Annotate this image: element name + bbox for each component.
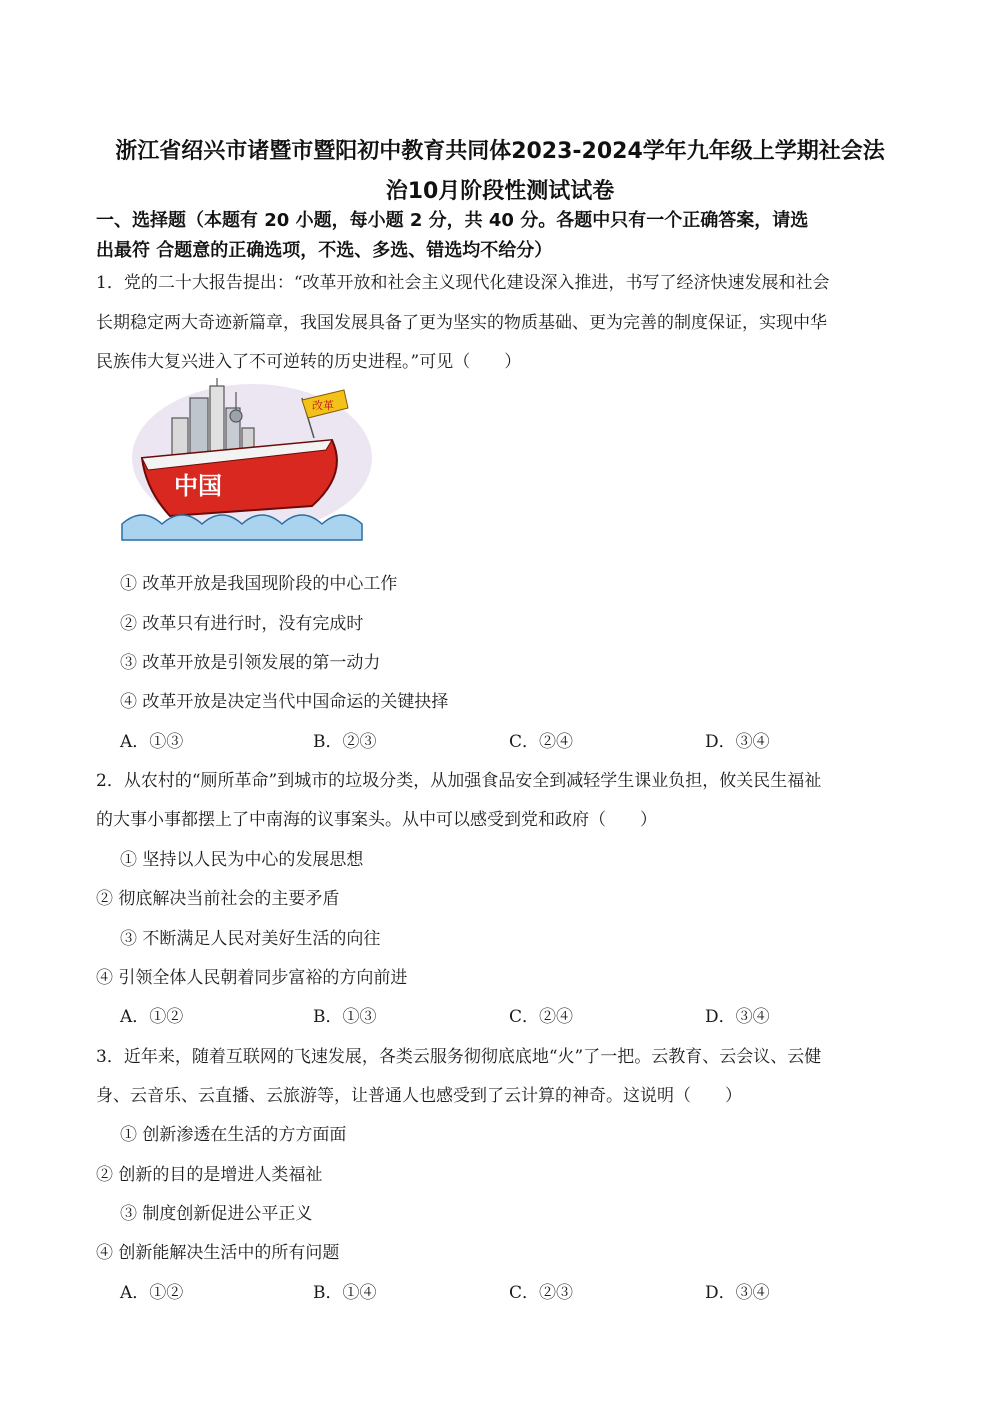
q1-stem-line3: 民族伟大复兴进入了不可逆转的历史进程。”可见（ ） bbox=[96, 352, 522, 372]
section-heading-line2: 出最符 合题意的正确选项，不选、多选、错选均不给分） bbox=[96, 240, 553, 261]
q3-option-4: ④ 创新能解决生活中的所有问题 bbox=[96, 1243, 340, 1263]
q1-choice-a: A．①③ bbox=[120, 732, 184, 752]
q3-option-2: ② 创新的目的是增进人类福祉 bbox=[96, 1165, 323, 1185]
q3-choice-d: D．③④ bbox=[705, 1283, 770, 1303]
q2-option-1: ① 坚持以人民为中心的发展思想 bbox=[120, 850, 364, 870]
q3-stem-line1: 3．近年来，随着互联网的飞速发展，各类云服务彻彻底底地“火”了一把。云教育、云会议、云健 bbox=[96, 1047, 822, 1067]
q3-option-3: ③ 制度创新促进公平正义 bbox=[120, 1204, 313, 1224]
hull-text: 中国 bbox=[174, 472, 222, 500]
q2-option-3: ③ 不断满足人民对美好生活的向往 bbox=[120, 929, 381, 949]
q3-choice-b: B．①④ bbox=[313, 1283, 377, 1303]
q3-choice-c: C．②③ bbox=[509, 1283, 574, 1303]
q1-option-3: ③ 改革开放是引领发展的第一动力 bbox=[120, 653, 381, 673]
q2-choice-a: A．①② bbox=[120, 1007, 184, 1027]
q3-stem-line2: 身、云音乐、云直播、云旅游等，让普通人也感受到了云计算的神奇。这说明（ ） bbox=[96, 1086, 742, 1106]
q3-option-1: ① 创新渗透在生活的方方面面 bbox=[120, 1125, 347, 1145]
q2-choice-d: D．③④ bbox=[705, 1007, 770, 1027]
q1-choice-c: C．②④ bbox=[509, 732, 574, 752]
q1-stem-line2: 长期稳定两大奇迹新篇章，我国发展具备了更为坚实的物质基础、更为完善的制度保证，实现中华 bbox=[96, 313, 827, 333]
section-heading bbox=[96, 206, 908, 266]
exam-title-line1: 浙江省绍兴市诸暨市暨阳初中教育共同体2023-2024学年九年级上学期社会法 bbox=[115, 139, 885, 164]
q2-option-4: ④ 引领全体人民朝着同步富裕的方向前进 bbox=[96, 968, 408, 988]
q2-stem-line1: 2．从农村的“厕所革命”到城市的垃圾分类，从加强食品安全到减轻学生课业负担，攸关民生福祉 bbox=[96, 771, 822, 791]
q1-option-1: ① 改革开放是我国现阶段的中心工作 bbox=[120, 574, 398, 594]
q2-choice-c: C．②④ bbox=[509, 1007, 574, 1027]
flag-text: 改革 bbox=[312, 399, 334, 412]
q2-option-2: ② 彻底解决当前社会的主要矛盾 bbox=[96, 889, 340, 909]
q1-option-4: ④ 改革开放是决定当代中国命运的关键抉择 bbox=[120, 692, 449, 712]
q2-stem-line2: 的大事小事都摆上了中南海的议事案头。从中可以感受到党和政府（ ） bbox=[96, 810, 657, 830]
exam-title bbox=[90, 132, 910, 212]
q2-choice-b: B．①③ bbox=[313, 1007, 377, 1027]
q1-choice-d: D．③④ bbox=[705, 732, 770, 752]
section-heading-line1: 一、选择题（本题有 20 小题，每小题 2 分，共 40 分。各题中只有一个正确答案，请选 bbox=[96, 210, 809, 231]
exam-title-line2: 治10月阶段性测试试卷 bbox=[385, 179, 615, 204]
q1-choice-b: B．②③ bbox=[313, 732, 377, 752]
reform-ship-cartoon bbox=[112, 378, 374, 544]
q1-stem-line1: 1．党的二十大报告提出：“改革开放和社会主义现代化建设深入推进，书写了经济快速发展和社会 bbox=[96, 273, 830, 293]
q1-option-2: ② 改革只有进行时，没有完成时 bbox=[120, 614, 364, 634]
q3-choice-a: A．①② bbox=[120, 1283, 184, 1303]
